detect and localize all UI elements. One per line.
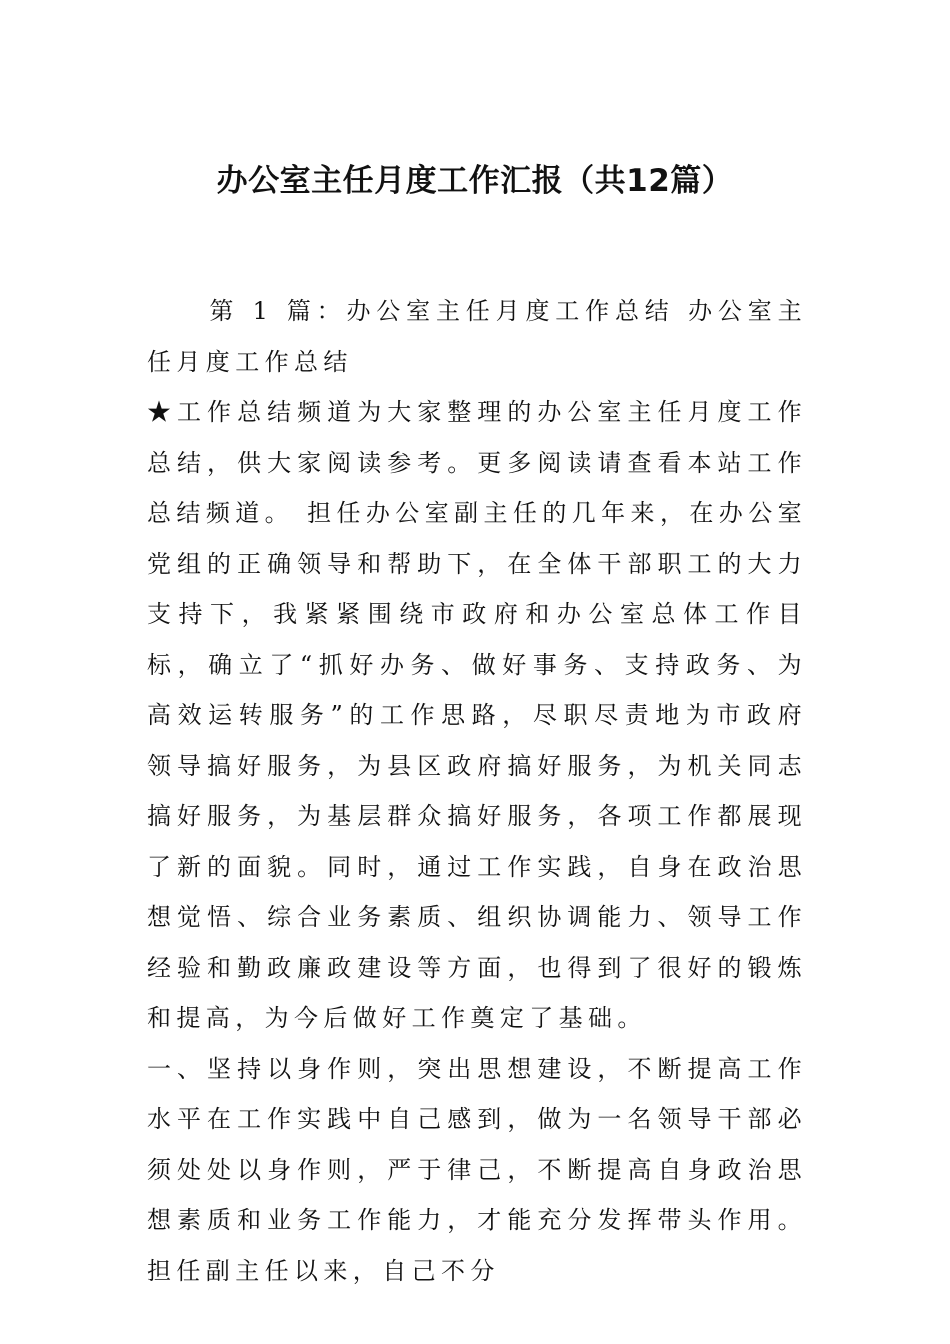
paragraph-intro: ★工作总结频道为大家整理的办公室主任月度工作总结，供大家阅读参考。更多阅读请查看本站工作总结频道。 担任办公室副主任的几年来，在办公室党组的正确领导和帮助下，在全体干部职工的大力支持下，我紧紧围绕市政府和办公室总体工作目标，确立了“抓好办务、做好事务、支持政务、为高效运转服务”的工作思路，尽职尽责地为市政府领导搞好服务，为县区政府搞好服务，为机关同志搞好服务，为基层群众搞好服务，各项工作都展现了新的面貌。同时，通过工作实践，自身在政治思想觉悟、综合业务素质、组织协调能力、领导工作经验和勤政廉政建设等方面，也得到了很好的锻炼和提高，为今后做好工作奠定了基础。 <box>147 398 807 1032</box>
paragraph-section-one: 一、坚持以身作则，突出思想建设，不断提高工作水平在工作实践中自己感到，做为一名领导干部必须处处以身作则，严于律己，不断提高自身政治思想素质和业务工作能力，才能充分发挥带头作用。担任副主任以来，自己不分 <box>147 1054 807 1285</box>
document-body <box>147 286 807 1296</box>
document-title: 办公室主任月度工作汇报（共12篇） <box>216 163 734 199</box>
paragraph-heading: 第 1 篇：办公室主任月度工作总结 办公室主任月度工作总结 <box>147 297 807 376</box>
